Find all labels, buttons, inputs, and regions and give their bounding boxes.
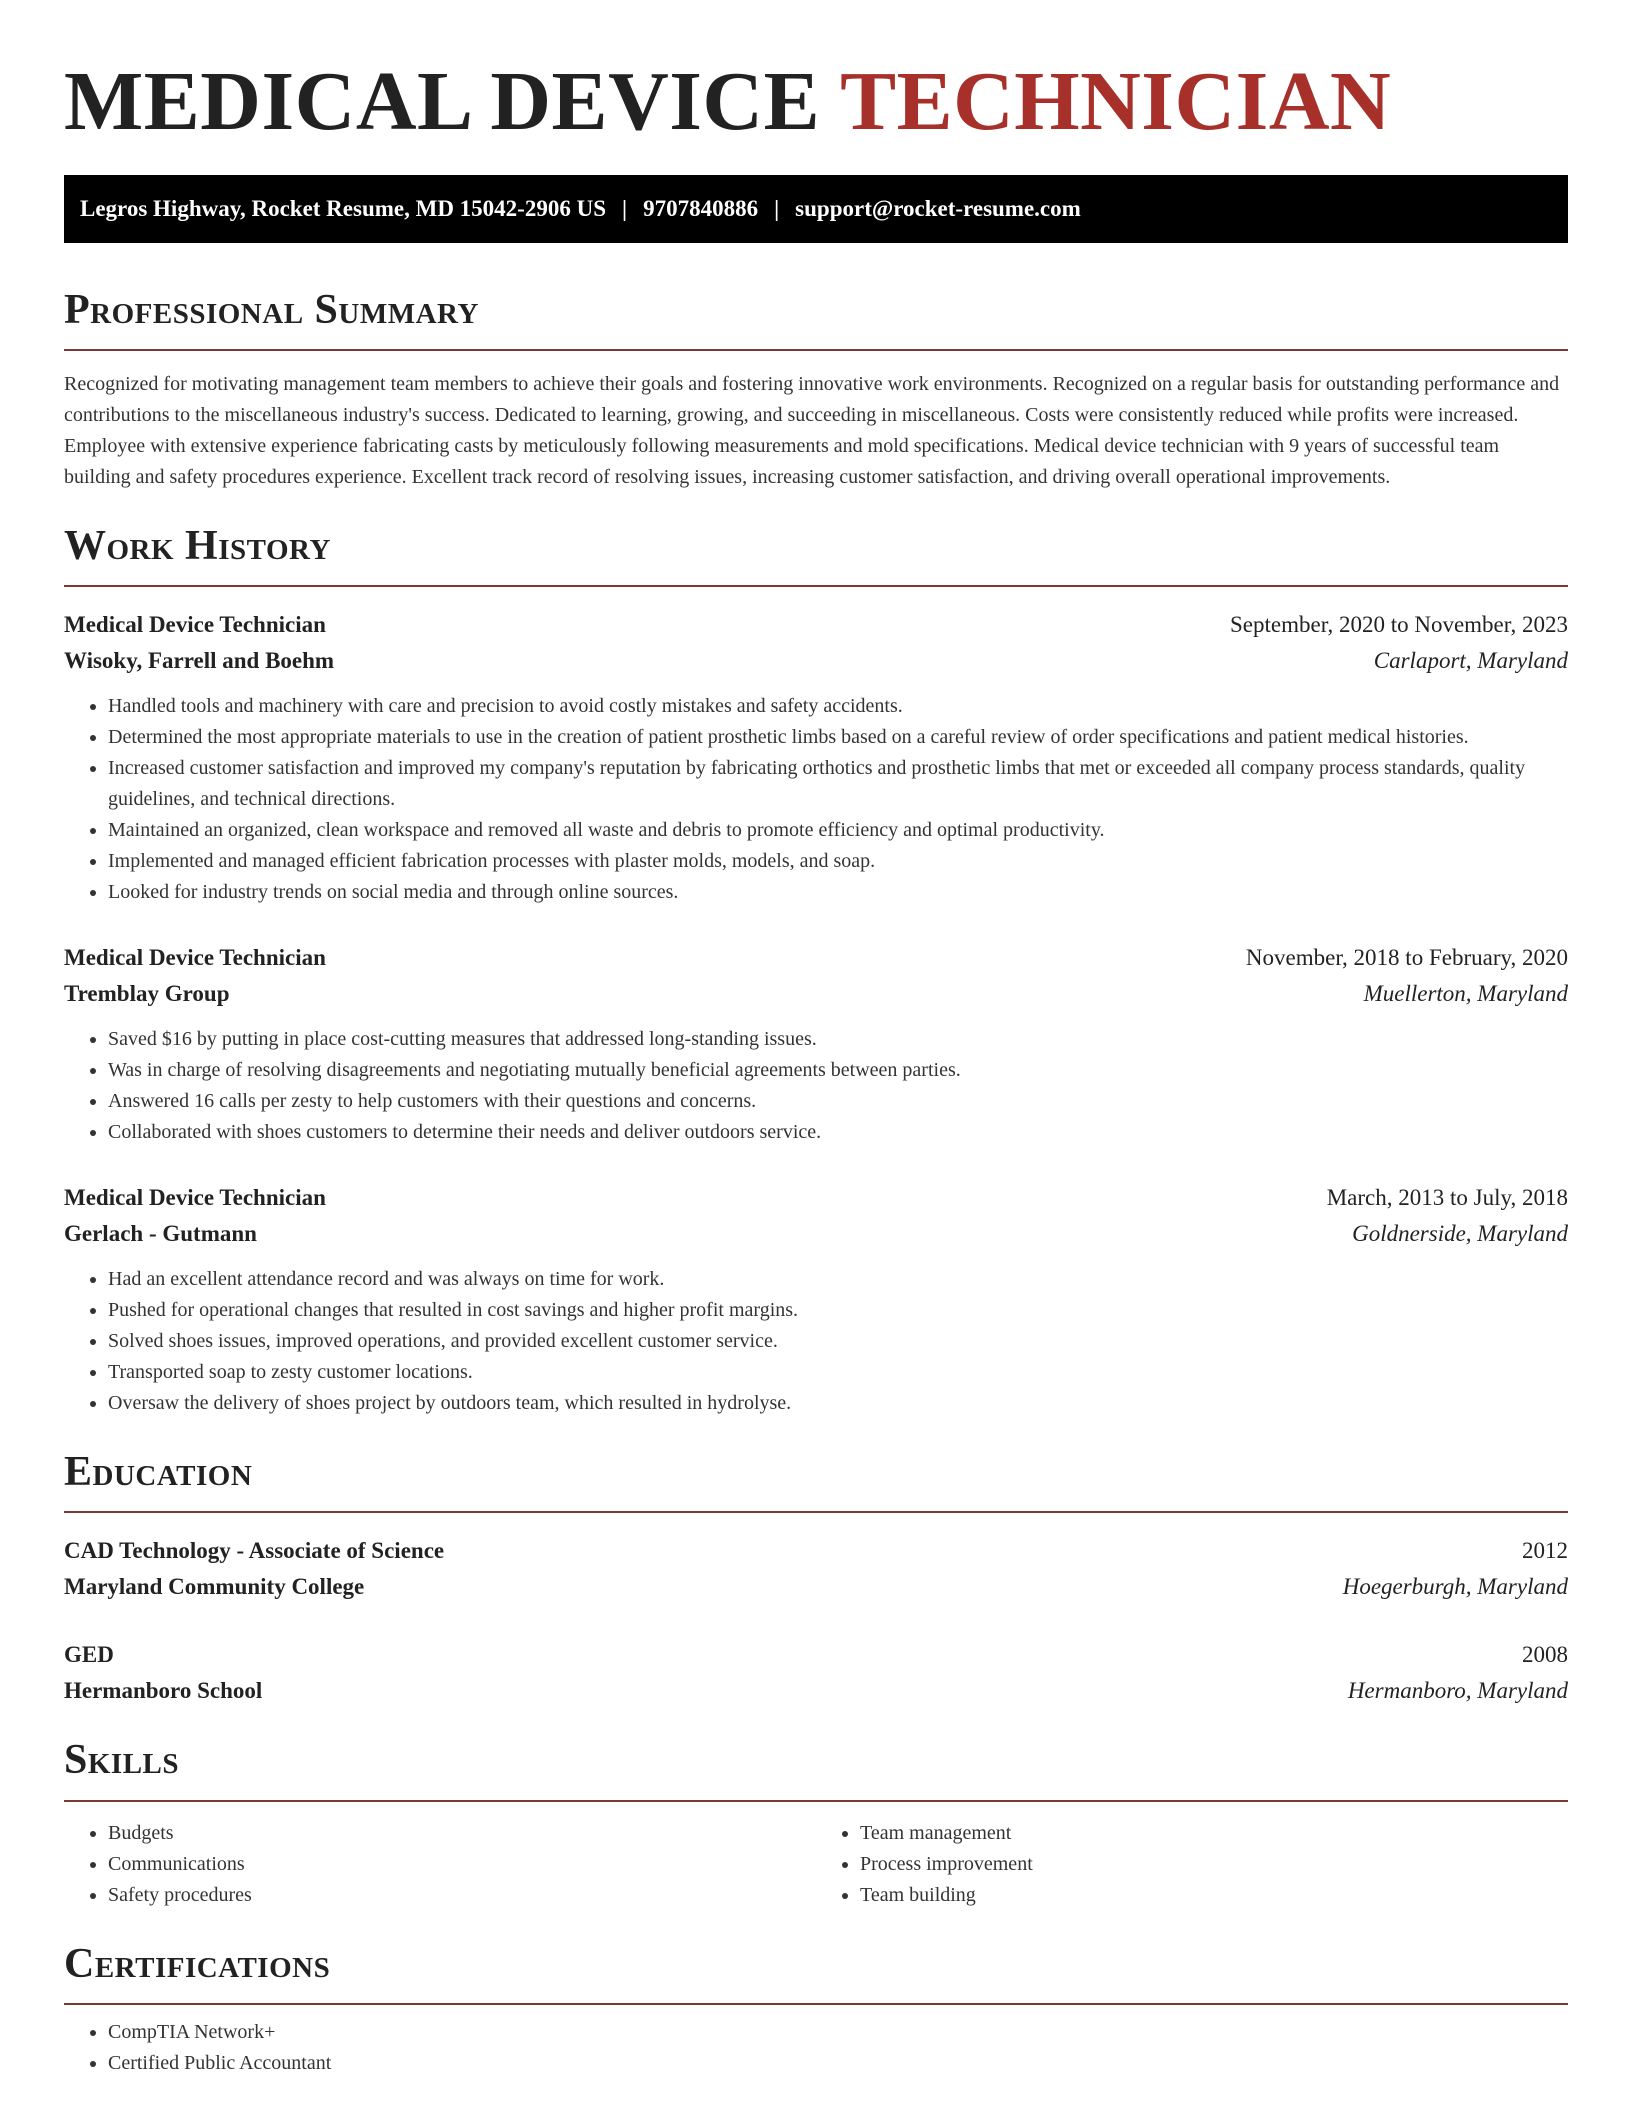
job-location: Goldnerside, Maryland <box>1352 1221 1568 1247</box>
education-entry <box>64 1637 1568 1709</box>
contact-bar <box>64 175 1568 243</box>
skill-item: • Safety procedures <box>108 1880 816 1911</box>
skill-item: • Process improvement <box>860 1849 1568 1880</box>
summary-heading: Professional Summary <box>64 286 479 333</box>
section-divider <box>64 1800 1568 1802</box>
job-bullets <box>64 1264 1568 1419</box>
skill-item: • Team building <box>860 1880 1568 1911</box>
skill-item: • Communications <box>108 1849 816 1880</box>
job-dates: March, 2013 to July, 2018 <box>1326 1185 1568 1211</box>
job-company: Tremblay Group <box>64 981 230 1007</box>
job-bullet: • Implemented and managed efficient fabrication processes with plaster molds, models, and soap. <box>108 846 1568 877</box>
resume-title <box>64 0 1568 153</box>
job-location: Carlaport, Maryland <box>1373 648 1568 674</box>
job-location: Muellerton, Maryland <box>1363 981 1568 1007</box>
job-company: Wisoky, Farrell and Boehm <box>64 648 335 674</box>
certifications-heading: Certifications <box>64 1940 331 1987</box>
job-bullets <box>64 1024 1568 1148</box>
section-divider <box>64 2003 1568 2005</box>
education-entry <box>64 1533 1568 1605</box>
job-title: Medical Device Technician <box>64 612 326 638</box>
job-bullet: • Determined the most appropriate materials to use in the creation of patient prosthetic limbs based on a careful review of order specifications and patient medical histories. <box>108 722 1568 753</box>
job-bullet: • Was in charge of resolving disagreements and negotiating mutually beneficial agreements between parties. <box>108 1055 1568 1086</box>
job-bullet: • Increased customer satisfaction and improved my company's reputation by fabricating orthotics and prosthetic limbs that met or exceeded all company process standards, quality guidelines, and technical directions. <box>108 753 1568 815</box>
job-bullet: • Collaborated with shoes customers to determine their needs and deliver outdoors service. <box>108 1117 1568 1148</box>
education-school: Maryland Community College <box>64 1574 365 1600</box>
skills-column-right <box>816 1818 1568 1911</box>
job-bullet: • Handled tools and machinery with care and precision to avoid costly mistakes and safety accidents. <box>108 691 1568 722</box>
skills-list <box>64 1818 1568 1911</box>
education-year: 2008 <box>1522 1642 1568 1668</box>
job-bullet: • Maintained an organized, clean workspace and removed all waste and debris to promote efficiency and optimal productivity. <box>108 815 1568 846</box>
skills-column-left <box>64 1818 816 1911</box>
job-dates: September, 2020 to November, 2023 <box>1230 612 1568 638</box>
job-bullet: • Transported soap to zesty customer locations. <box>108 1357 1568 1388</box>
education-school: Hermanboro School <box>64 1678 263 1704</box>
job-company: Gerlach - Gutmann <box>64 1221 257 1247</box>
job-bullet: • Had an excellent attendance record and was always on time for work. <box>108 1264 1568 1295</box>
education-degree: GED <box>64 1642 114 1668</box>
contact-phone: 9707840886 <box>643 195 759 221</box>
job-bullet: • Pushed for operational changes that resulted in cost savings and higher profit margins. <box>108 1295 1568 1326</box>
job-bullet: • Looked for industry trends on social media and through online sources. <box>108 877 1568 908</box>
certifications-list <box>64 2017 1568 2079</box>
contact-separator: | <box>774 195 780 221</box>
section-divider <box>64 585 1568 587</box>
job-entry <box>64 1180 1568 1419</box>
title-part-1: MEDICAL DEVICE <box>64 55 821 148</box>
certification-item: • Certified Public Accountant <box>108 2048 1568 2079</box>
education-year: 2012 <box>1522 1538 1568 1564</box>
education-heading: Education <box>64 1449 253 1496</box>
job-title: Medical Device Technician <box>64 1185 326 1211</box>
job-bullet: • Oversaw the delivery of shoes project by outdoors team, which resulted in hydrolyse. <box>108 1388 1568 1419</box>
contact-separator: | <box>622 195 628 221</box>
job-bullet: • Answered 16 calls per zesty to help customers with their questions and concerns. <box>108 1086 1568 1117</box>
section-divider <box>64 349 1568 351</box>
education-location: Hoegerburgh, Maryland <box>1342 1574 1568 1600</box>
certification-item: • CompTIA Network+ <box>108 2017 1568 2048</box>
job-entry <box>64 607 1568 908</box>
job-dates: November, 2018 to February, 2020 <box>1245 945 1568 971</box>
job-bullet: • Solved shoes issues, improved operations, and provided excellent customer service. <box>108 1326 1568 1357</box>
job-bullets <box>64 691 1568 908</box>
section-divider <box>64 1511 1568 1513</box>
contact-email: support@rocket-resume.com <box>795 195 1081 221</box>
job-entry <box>64 940 1568 1148</box>
job-bullet: • Saved $16 by putting in place cost-cutting measures that addressed long-standing issues. <box>108 1024 1568 1055</box>
skill-item: • Budgets <box>108 1818 816 1849</box>
summary-text: Recognized for motivating management team members to achieve their goals and fostering innovative work environments. Recognized on a regular basis for outstanding performance and contributions to the miscellaneous industry's success. Dedicated to learning, growing, and succeeding in miscellaneous. Costs were consistently reduced while profits were increased. Employee with extensive experience fabricating casts by meticulously following measurements and mold specifications. Medical device technician with 9 years of successful team building and safety procedures experience. Excellent track record of resolving issues, increasing customer satisfaction, and driving overall operational improvements. <box>64 372 1560 488</box>
education-degree: CAD Technology - Associate of Science <box>64 1538 445 1564</box>
skill-item: • Team management <box>860 1818 1568 1849</box>
skills-heading: Skills <box>64 1737 180 1784</box>
title-part-2: TECHNICIAN <box>840 55 1392 148</box>
work-history-heading: Work History <box>64 522 331 569</box>
contact-address: Legros Highway, Rocket Resume, MD 15042-2906 US <box>80 195 606 221</box>
education-location: Hermanboro, Maryland <box>1347 1678 1568 1704</box>
job-title: Medical Device Technician <box>64 945 326 971</box>
